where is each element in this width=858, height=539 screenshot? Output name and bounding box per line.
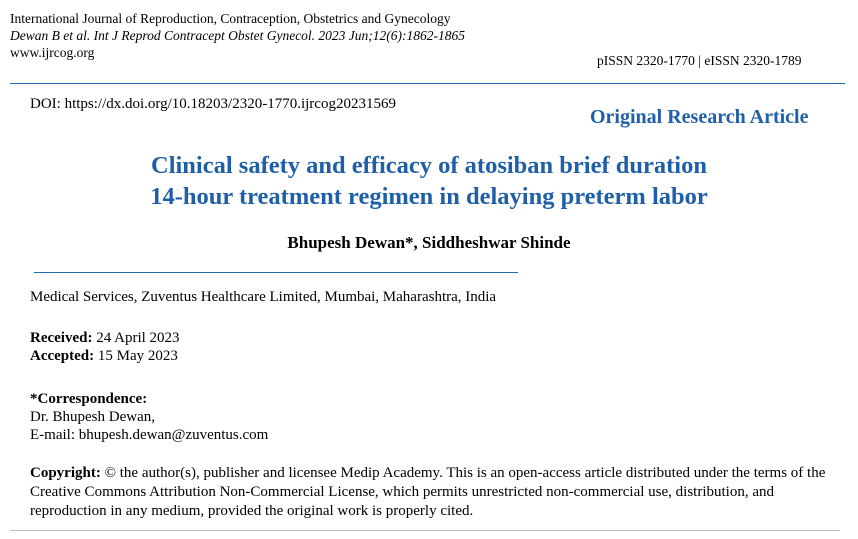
correspondence-name: Dr. Bhupesh Dewan, <box>30 409 155 425</box>
article-title <box>0 150 858 212</box>
affiliation: Medical Services, Zuventus Healthcare Limited, Mumbai, Maharashtra, India <box>30 289 497 305</box>
doi-link[interactable]: DOI: https://dx.doi.org/10.18203/2320-1770.ijrcog20231569 <box>30 96 396 112</box>
authors-rule <box>34 272 518 273</box>
journal-name: International Journal of Reproduction, Contraception, Obstetrics and Gynecology <box>10 11 451 26</box>
copyright-text: © the author(s), publisher and licensee Medip Academy. This is an open-access article distributed under the terms of the Creative Commons Attribution Non-Commercial License, which permits unrestricted non-commercial use, distribution, and reproduction in any medium, provided the original work is properly cited. <box>30 465 826 519</box>
issn: pISSN 2320-1770 | eISSN 2320-1789 <box>597 53 802 68</box>
footer-rule <box>10 530 840 531</box>
accepted-label: Accepted: <box>30 348 95 364</box>
authors: Bhupesh Dewan*, Siddheshwar Shinde <box>287 233 571 252</box>
correspondence-email[interactable]: E-mail: bhupesh.dewan@zuventus.com <box>30 427 269 443</box>
received-value: 24 April 2023 <box>92 330 180 346</box>
accepted-value: 15 May 2023 <box>94 348 178 364</box>
accepted-date <box>30 347 178 365</box>
journal-website[interactable]: www.ijrcog.org <box>10 45 95 60</box>
copyright-notice <box>30 464 835 521</box>
citation: Dewan B et al. Int J Reprod Contracept Obstet Gynecol. 2023 Jun;12(6):1862-1865 <box>10 28 466 43</box>
copyright-label: Copyright: <box>30 465 101 481</box>
title-line-1: Clinical safety and efficacy of atosiban brief duration <box>151 152 707 179</box>
title-line-2: 14-hour treatment regimen in delaying preterm labor <box>150 183 708 210</box>
header-rule <box>10 83 845 84</box>
article-type: Original Research Article <box>590 106 809 128</box>
received-label: Received: <box>30 330 93 346</box>
received-date <box>30 329 180 347</box>
correspondence-label: *Correspondence: <box>30 391 148 407</box>
